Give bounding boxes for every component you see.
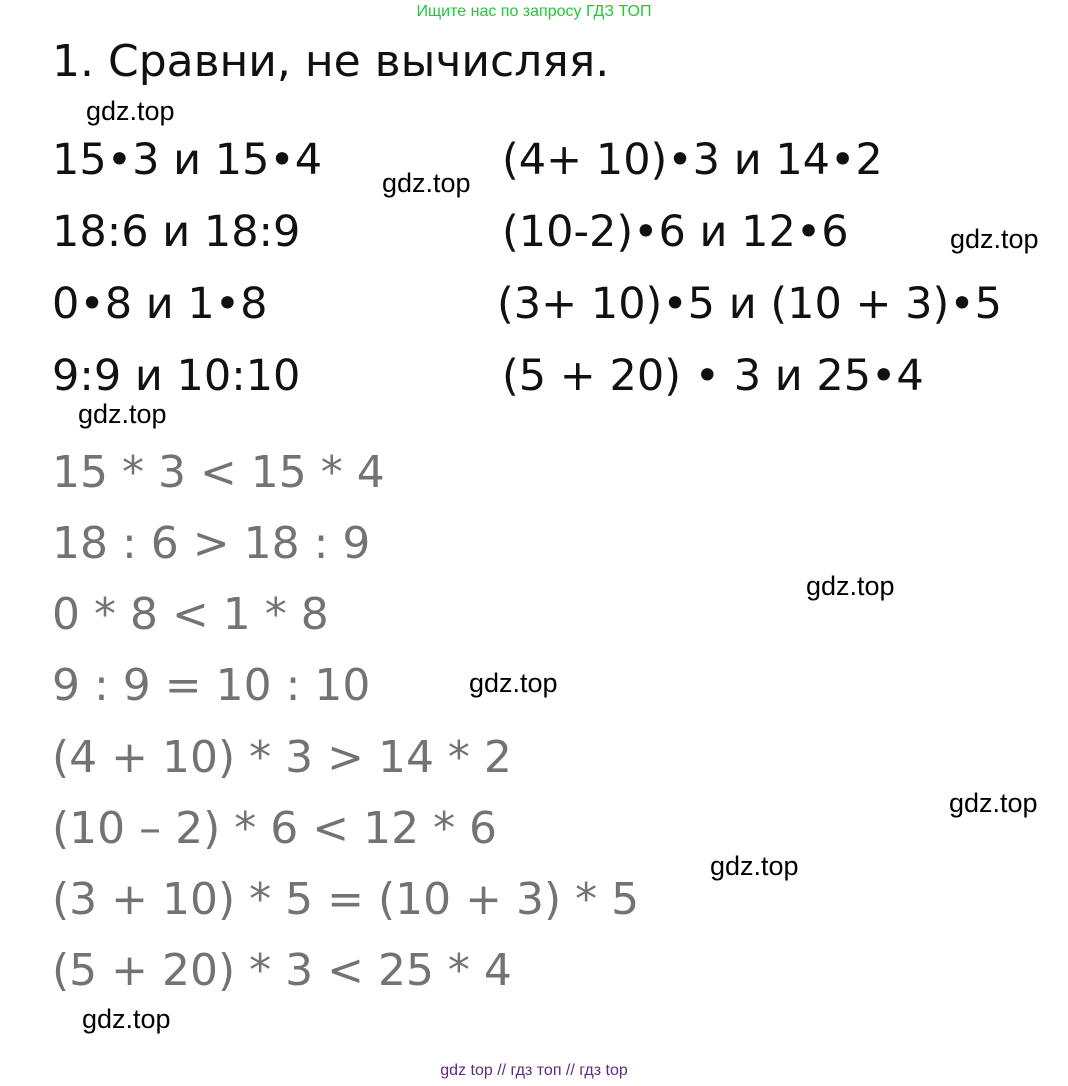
- task-left-3: 0•8 и 1•8: [52, 279, 268, 329]
- task-left-2: 18:6 и 18:9: [52, 207, 301, 257]
- watermark: gdz.top: [78, 399, 167, 429]
- top-banner: Ищите нас по запросу ГДЗ ТОП: [416, 3, 652, 20]
- watermark: gdz.top: [82, 1004, 171, 1034]
- task-right-1: (4+ 10)•3 и 14•2: [502, 135, 883, 185]
- watermark: gdz.top: [382, 168, 471, 198]
- task-right-2: (10-2)•6 и 12•6: [502, 207, 849, 257]
- answer-2: 18 : 6 > 18 : 9: [52, 518, 371, 569]
- watermark: gdz.top: [806, 571, 895, 601]
- answer-7: (3 + 10) * 5 = (10 + 3) * 5: [52, 874, 640, 925]
- task-left-1: 15•3 и 15•4: [52, 135, 323, 185]
- answer-5: (4 + 10) * 3 > 14 * 2: [52, 732, 512, 783]
- task-right-3: (3+ 10)•5 и (10 + 3)•5: [497, 279, 1003, 329]
- watermark: gdz.top: [950, 224, 1039, 254]
- task-left-4: 9:9 и 10:10: [52, 351, 301, 401]
- watermark: gdz.top: [86, 96, 175, 126]
- answer-3: 0 * 8 < 1 * 8: [52, 589, 329, 640]
- task-right-4: (5 + 20) • 3 и 25•4: [502, 351, 924, 401]
- answer-8: (5 + 20) * 3 < 25 * 4: [52, 945, 512, 996]
- watermark: gdz.top: [469, 668, 558, 698]
- watermark: gdz.top: [949, 788, 1038, 818]
- answer-1: 15 * 3 < 15 * 4: [52, 447, 385, 498]
- exercise-title: 1. Сравни, не вычисляя.: [52, 36, 610, 87]
- answer-6: (10 – 2) * 6 < 12 * 6: [52, 803, 498, 854]
- footer-watermark: gdz top // гдз топ // гдз top: [440, 1062, 628, 1079]
- watermark: gdz.top: [710, 851, 799, 881]
- answer-4: 9 : 9 = 10 : 10: [52, 660, 371, 711]
